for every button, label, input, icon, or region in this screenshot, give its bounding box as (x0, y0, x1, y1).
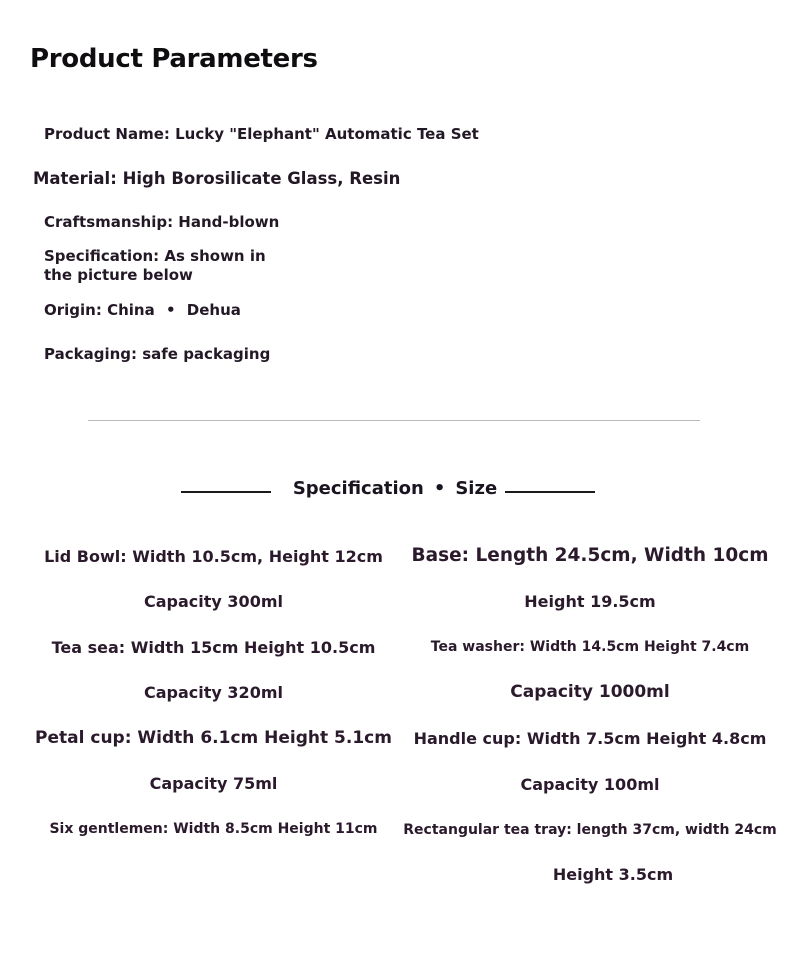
spec-right-6: Capacity 100ml (520, 775, 660, 794)
spec-left-5: Petal cup: Width 6.1cm Height 5.1cm (35, 728, 392, 748)
origin-prefix: Origin: China (44, 301, 155, 319)
page-title: Product Parameters (30, 44, 318, 74)
packaging: Packaging: safe packaging (44, 345, 271, 363)
material-value: High Borosilicate Glass, Resin (122, 169, 401, 188)
craftsmanship: Craftsmanship: Hand-blown (44, 213, 280, 231)
section-heading-right: Size (455, 478, 498, 499)
section-heading-left: Specification (292, 478, 424, 499)
spec-right-7: Rectangular tea tray: length 37cm, width 24cm (403, 822, 777, 838)
spec-right-1: Base: Length 24.5cm, Width 10cm (411, 545, 769, 566)
specification-note: Specification: As shown in the picture below (44, 247, 266, 284)
section-heading (0, 478, 790, 499)
origin-dot: • (165, 301, 176, 319)
divider (88, 420, 700, 421)
spec-left-6: Capacity 75ml (149, 774, 278, 793)
product-name: Product Name: Lucky "Elephant" Automatic Tea Set (44, 125, 479, 143)
origin-row (44, 301, 241, 319)
spec-right-5: Handle cup: Width 7.5cm Height 4.8cm (413, 729, 767, 748)
spec-right-2: Height 19.5cm (524, 592, 656, 611)
spec-right-4: Capacity 1000ml (510, 682, 670, 702)
material-row (33, 169, 400, 188)
section-heading-dot: • (433, 478, 446, 499)
spec-left-1: Lid Bowl: Width 10.5cm, Height 12cm (44, 547, 383, 566)
spec-left-4: Capacity 320ml (144, 683, 283, 702)
spec-left-3: Tea sea: Width 15cm Height 10.5cm (51, 638, 376, 657)
spec-left-2: Capacity 300ml (144, 592, 283, 611)
spec-right-8: Height 3.5cm (552, 865, 674, 884)
material-label: Material: (33, 169, 117, 188)
spec-left-7: Six gentlemen: Width 8.5cm Height 11cm (49, 821, 378, 837)
spec-right-3: Tea washer: Width 14.5cm Height 7.4cm (430, 639, 750, 655)
origin-place: Dehua (186, 301, 241, 319)
